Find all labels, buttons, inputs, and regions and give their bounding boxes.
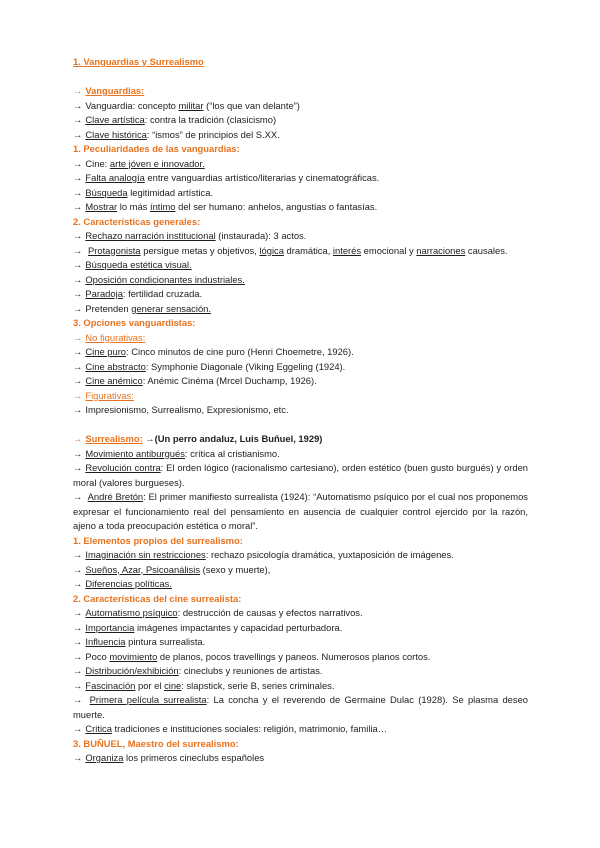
section-heading: 2. Características del cine surrealista:: [73, 592, 242, 604]
list-item: → Automatismo psíquico: destrucción de causas y efectos narrativos.: [73, 607, 363, 618]
subheading-no-figurativas: → No figurativas:: [73, 331, 146, 343]
list-item: → Cine: arte jóven e innovador.: [73, 157, 205, 169]
vanguardias-heading: → Vanguardias:: [73, 85, 145, 96]
list-item: → Influencia pintura surrealista.: [73, 636, 206, 647]
arrow-icon: →: [73, 621, 83, 633]
arrow-icon: →: [73, 375, 83, 386]
arrow-icon: →: [73, 447, 83, 459]
list-item: → Protagonista persigue metas y objetivos, lógica dramática, interés emocional y narraciones causales.: [73, 244, 508, 256]
section-heading: 3. Opciones vanguardistas:: [73, 317, 196, 328]
section-heading: 3. BUÑUEL, Maestro del surrealismo:: [73, 737, 239, 749]
list-item: → Clave histórica: “ismos” de principios del S.XX.: [73, 128, 280, 140]
arrow-icon: →: [73, 259, 83, 270]
list-item: → Rechazo narración institucional (instaurada): 3 actos.: [73, 230, 307, 241]
list-item: → Fascinación por el cine: slapstick, serie B, series criminales.: [73, 679, 335, 691]
arrow-icon: →: [73, 404, 83, 415]
arrow-icon: →: [73, 157, 83, 169]
arrow-icon: →: [73, 723, 83, 734]
arrow-icon: →: [73, 186, 83, 198]
arrow-icon: →: [73, 679, 83, 691]
list-item: → Imaginación sin restricciones: rechazo psicología dramática, yuxtaposición de imágenes.: [73, 549, 454, 560]
spacer: [73, 70, 528, 85]
list-item: → Búsqueda estética visual.: [73, 259, 192, 270]
list-item: → Sueños, Azar, Psicoanálisis (sexo y muerte),: [73, 563, 271, 575]
arrow-icon: →: [73, 128, 83, 140]
arrow-icon: →: [73, 99, 83, 111]
arrow-icon: →: [73, 85, 83, 96]
document-page: [73, 55, 528, 766]
list-item: → Diferencias políticas.: [73, 578, 172, 589]
arrow-icon: →: [73, 288, 83, 299]
list-item: → Movimiento antiburgués: crítica al cristianismo.: [73, 447, 280, 459]
list-item: → Mostrar lo más íntimo del ser humano: anhelos, angustias o fantasías.: [73, 201, 378, 212]
arrow-icon: →: [73, 549, 83, 560]
list-item: → Vanguardia: concepto militar (“los que van delante”): [73, 99, 300, 111]
section-heading: 2. Características generales:: [73, 215, 201, 227]
arrow-icon: →: [73, 665, 83, 676]
list-item: → Critica tradiciones e instituciones sociales: religión, matrimonio, familia…: [73, 723, 388, 734]
arrow-icon: →: [73, 346, 83, 357]
list-item: → Revolución contra: El orden lógico (racionalismo cartesiano), orden estético (buen gusto burgués) y orden moral (valores burgueses).: [73, 462, 528, 488]
section-heading: 1. Elementos propios del surrealismo:: [73, 534, 243, 546]
list-item: → Poco movimiento de planos, pocos travellings y paneos. Numerosos planos cortos.: [73, 650, 431, 662]
arrow-icon: →: [73, 331, 83, 343]
list-item: → Organiza los primeros cineclubs españoles: [73, 752, 265, 763]
arrow-icon: →: [73, 491, 83, 502]
arrow-icon: →: [73, 636, 83, 647]
spacer: [73, 418, 528, 433]
list-item: → Búsqueda legitimidad artística.: [73, 186, 214, 198]
arrow-icon: →: [73, 694, 83, 705]
list-item: → Distribución/exhibición: cineclubs y reuniones de artistas.: [73, 665, 323, 676]
list-item: → Clave artística: contra la tradición (clasicismo): [73, 114, 277, 125]
subheading-figurativas: → Figurativas:: [73, 389, 134, 401]
list-item: → Paradoja: fertilidad cruzada.: [73, 288, 203, 299]
arrow-icon: →: [73, 389, 83, 401]
document-title: 1. Vanguardias y Surrealismo: [73, 56, 204, 67]
list-item: → Pretenden generar sensación.: [73, 302, 211, 314]
list-item: → Cine anémico: Anémic Cinéma (Mrcel Duchamp, 1926).: [73, 375, 317, 386]
arrow-icon: →: [73, 607, 83, 618]
list-item: → Cine abstracto: Symphonie Diagonale (Viking Eggeling (1924).: [73, 360, 346, 372]
list-item: → Falta analogía entre vanguardias artístico/literarias y cinematográficas.: [73, 172, 380, 183]
list-item: → Cine puro: Cinco minutos de cine puro (Henri Choemetre, 1926).: [73, 346, 354, 357]
arrow-icon: →: [73, 114, 83, 125]
arrow-icon: →: [73, 462, 83, 473]
arrow-icon: →: [73, 578, 83, 589]
arrow-icon: →: [73, 650, 83, 662]
list-item: → Oposición condicionantes industriales.: [73, 273, 245, 285]
list-item: → Importancia imágenes impactantes y capacidad perturbadora.: [73, 621, 343, 633]
arrow-icon: →: [73, 360, 83, 372]
list-item: → Impresionismo, Surrealismo, Expresionismo, etc.: [73, 404, 289, 415]
surrealismo-heading: → Surrealismo: →(Un perro andaluz, Luis Buñuel, 1929): [73, 433, 323, 444]
arrow-icon: →: [73, 172, 83, 183]
list-item: → André Bretón: El primer manifiesto surrealista (1924): “Automatismo psíquico por el cual nos proponemos expresar el funcionamiento real del pensamiento en ausencia de cualquier control ejercido por la razón, ajeno a toda preocupación estética o moral”.: [73, 491, 528, 531]
arrow-icon: →: [73, 273, 83, 285]
arrow-icon: →: [73, 563, 83, 575]
arrow-icon: →: [73, 433, 83, 444]
arrow-icon: →: [73, 244, 83, 256]
list-item: → Primera película surrealista: La concha y el reverendo de Germaine Dulac (1928). Se plasma deseo muerte.: [73, 694, 529, 720]
section-heading: 1. Peculiaridades de las vanguardias:: [73, 143, 240, 154]
arrow-icon: →: [73, 302, 83, 314]
arrow-icon: →: [73, 230, 83, 241]
arrow-icon: →: [73, 201, 83, 212]
arrow-icon: →: [73, 752, 83, 763]
